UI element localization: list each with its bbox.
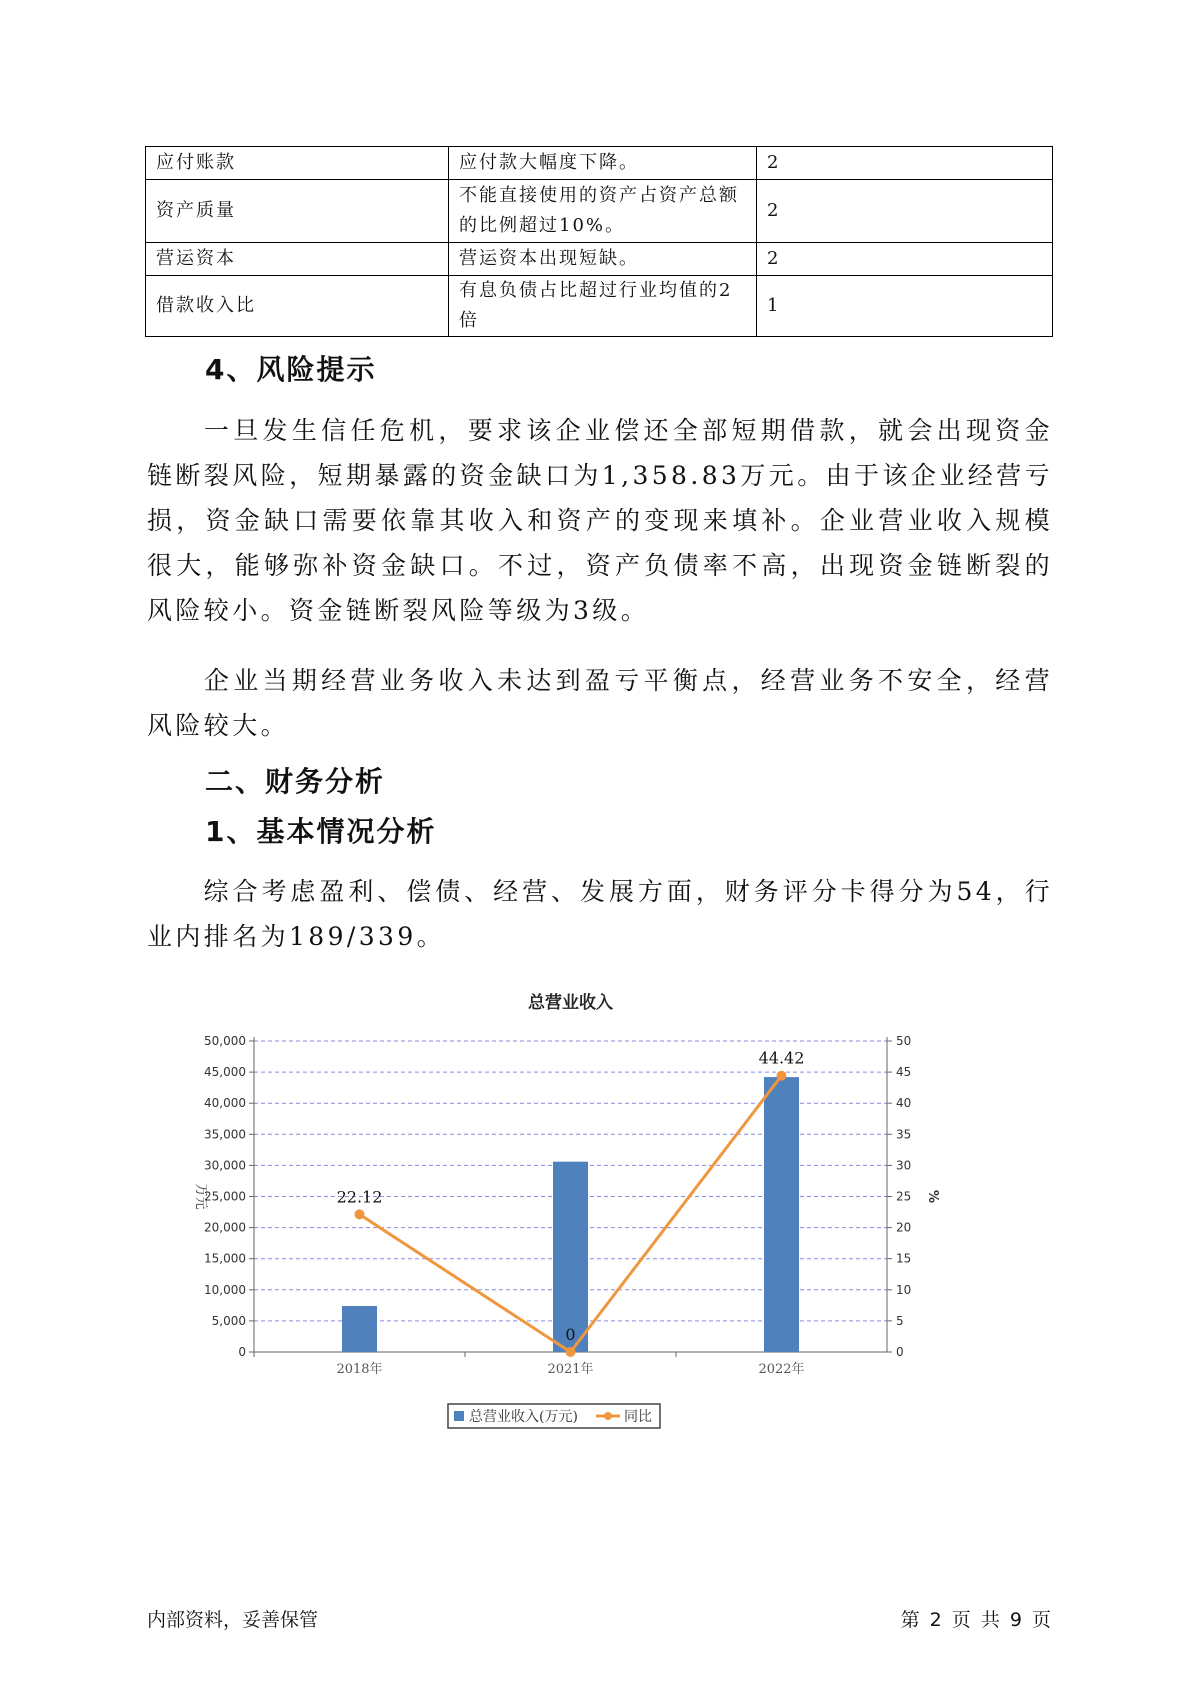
table-row bbox=[146, 180, 1053, 243]
y-tick-label: 20,000 bbox=[204, 1220, 246, 1235]
table-cell-condition: 应付款大幅度下降。 bbox=[449, 147, 757, 180]
y-tick-label: 35,000 bbox=[204, 1127, 246, 1142]
y2-tick-label: 50 bbox=[896, 1034, 912, 1048]
paragraph-risk-2 bbox=[147, 658, 1053, 748]
revenue-bar bbox=[342, 1306, 377, 1352]
y-tick-label: 30,000 bbox=[204, 1158, 246, 1173]
y2-tick-label: 45 bbox=[896, 1065, 912, 1080]
risk-indicator-table bbox=[145, 146, 1053, 337]
y2-tick-label: 10 bbox=[896, 1282, 912, 1297]
legend-bar-label: 总营业收入(万元) bbox=[469, 1409, 578, 1425]
y-tick-label: 15,000 bbox=[204, 1251, 246, 1266]
paragraph-text: 一旦发生信任危机，要求该企业偿还全部短期借款，就会出现资金链断裂风险，短期暴露的资金缺口为1,358.83万元。由于该企业经营亏损，资金缺口需要依靠其收入和资产的变现来填补。企业营业收入规模很大，能够弥补资金缺口。不过，资产负债率不高，出现资金链断裂的风险较小。资金链断裂风险等级为3级。 bbox=[147, 416, 1053, 625]
chart-title: 总营业收入 bbox=[528, 993, 613, 1013]
y-tick-label: 45,000 bbox=[204, 1065, 246, 1080]
y2-tick-label: 15 bbox=[896, 1251, 912, 1266]
subsection-heading-basic: 1、基本情况分析 bbox=[205, 815, 437, 848]
x-tick-label: 2021年 bbox=[547, 1362, 594, 1377]
table-cell-score: 2 bbox=[757, 243, 1053, 276]
table-cell-condition: 有息负债占比超过行业均值的2倍 bbox=[449, 276, 757, 337]
y2-tick-label: 35 bbox=[896, 1127, 912, 1142]
section-heading-finance: 二、财务分析 bbox=[205, 765, 386, 798]
table-cell-condition: 不能直接使用的资产占资产总额的比例超过10%。 bbox=[449, 180, 757, 243]
table-cell-item: 应付账款 bbox=[146, 147, 449, 180]
yoy-data-label: 44.42 bbox=[758, 1048, 805, 1068]
yoy-data-label: 0 bbox=[565, 1325, 576, 1344]
y2-tick-label: 5 bbox=[896, 1313, 904, 1328]
footer-confidential: 内部资料，妥善保管 bbox=[147, 1609, 319, 1631]
table-cell-score: 2 bbox=[757, 147, 1053, 180]
legend-line-marker bbox=[604, 1412, 612, 1420]
y2-axis-label: % bbox=[925, 1189, 940, 1204]
table-cell-score: 1 bbox=[757, 276, 1053, 337]
yoy-point bbox=[566, 1347, 576, 1357]
y-tick-label: 0 bbox=[238, 1345, 246, 1359]
table-cell-score: 2 bbox=[757, 180, 1053, 243]
yoy-point bbox=[355, 1209, 365, 1219]
revenue-bar bbox=[764, 1077, 799, 1352]
table-cell-item: 营运资本 bbox=[146, 243, 449, 276]
y-tick-label: 25,000 bbox=[204, 1189, 246, 1204]
legend-line-label: 同比 bbox=[624, 1409, 652, 1425]
y2-tick-label: 0 bbox=[896, 1345, 904, 1359]
table-row bbox=[146, 276, 1053, 337]
section-heading-risk: 4、风险提示 bbox=[205, 353, 377, 386]
footer-page-number: 第 2 页 共 9 页 bbox=[900, 1609, 1053, 1631]
paragraph-risk-1 bbox=[147, 408, 1053, 633]
table-row bbox=[146, 147, 1053, 180]
chart-svg bbox=[180, 985, 1000, 1445]
legend-bar-swatch bbox=[454, 1411, 464, 1421]
y-tick-label: 10,000 bbox=[204, 1282, 246, 1297]
x-tick-label: 2018年 bbox=[336, 1362, 383, 1377]
table-row bbox=[146, 243, 1053, 276]
y2-tick-label: 20 bbox=[896, 1220, 912, 1235]
table-cell-item: 借款收入比 bbox=[146, 276, 449, 337]
y2-tick-label: 30 bbox=[896, 1158, 912, 1173]
table-cell-item: 资产质量 bbox=[146, 180, 449, 243]
paragraph-basic bbox=[147, 869, 1053, 959]
y-axis-label: 万元 bbox=[193, 1183, 208, 1210]
y-tick-label: 5,000 bbox=[211, 1313, 246, 1328]
y2-tick-label: 25 bbox=[896, 1189, 912, 1204]
y2-tick-label: 40 bbox=[896, 1096, 912, 1111]
revenue-chart bbox=[180, 985, 1000, 1445]
paragraph-text: 企业当期经营业务收入未达到盈亏平衡点，经营业务不安全，经营风险较大。 bbox=[147, 666, 1053, 740]
table-cell-condition: 营运资本出现短缺。 bbox=[449, 243, 757, 276]
x-tick-label: 2022年 bbox=[758, 1362, 805, 1377]
y-tick-label: 50,000 bbox=[204, 1034, 246, 1048]
paragraph-text: 综合考虑盈利、偿债、经营、发展方面，财务评分卡得分为54，行业内排名为189/339。 bbox=[147, 877, 1053, 951]
y-tick-label: 40,000 bbox=[204, 1096, 246, 1111]
revenue-bar bbox=[553, 1162, 588, 1352]
yoy-point bbox=[777, 1071, 787, 1081]
yoy-data-label: 22.12 bbox=[336, 1187, 383, 1207]
